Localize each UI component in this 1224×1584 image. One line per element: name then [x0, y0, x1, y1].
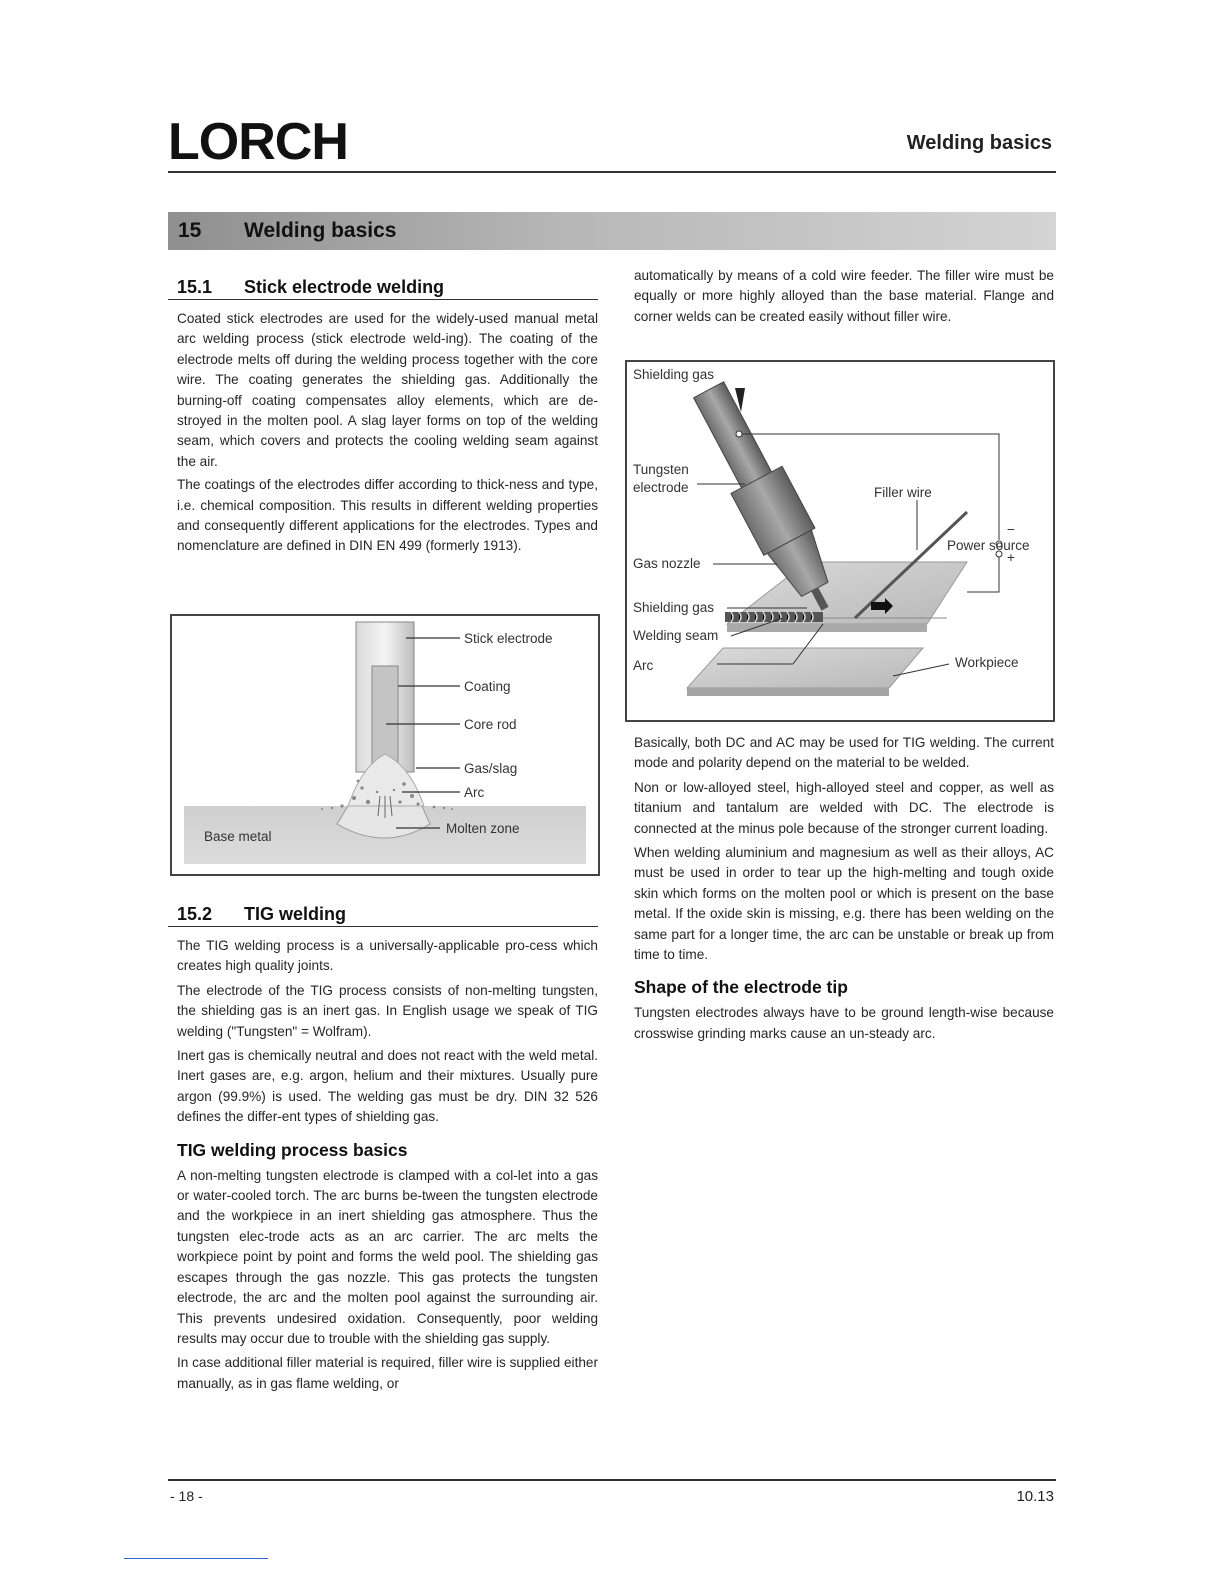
section-15-1-rule — [168, 299, 598, 300]
label-gas-slag: Gas/slag — [464, 761, 518, 776]
paragraph: The coatings of the electrodes differ according to thick-ness and type, i.e. chemical composition. This results in different welding properties and consequently different applications for the electrodes. Types and nomenclature are defined in DIN EN 499 (formerly 1913). — [177, 477, 598, 554]
label-molten-zone: Molten zone — [446, 821, 520, 836]
label-power-source: Power source — [947, 538, 1030, 553]
paragraph: Non or low-alloyed steel, high-alloyed steel and copper, as well as titanium and tantalum are welded with DC. The electrode is connected at the minus pole because of the stronger current loading. — [634, 779, 1054, 836]
paragraph: The TIG welding process is a universally-applicable pro-cess which creates high quality joints. — [177, 938, 598, 974]
paragraph: A non-melting tungsten electrode is clamped with a col-let into a gas or water-cooled torch. The arc burns be-tween the tungsten electrode and the workpiece in an inert shielding gas atmosphere. Thus the tungsten elec-trode acts as an arc carrier. The arc melts the workpiece point by point and forms the weld pool. The shielding gas escapes through the gas nozzle. This gas protects the tungsten electrode, the arc and the molten pool against the surrounding air. This prevents undesired oxidation. Consequently, poor welding results may occur due to trouble with the shielding gas supply. — [177, 1167, 598, 1346]
header-divider — [168, 171, 1056, 173]
paragraph: Basically, both DC and AC may be used for TIG welding. The current mode and polarity depend on the material to be welded. — [634, 735, 1054, 771]
tig-basics-heading: TIG welding process basics — [177, 1139, 408, 1160]
paragraph: Inert gas is chemically neutral and does not react with the weld metal. Inert gases are, e.g. argon, helium and their mixtures. Usually pure argon (99.9%) is used. The welding gas must be dry. DIN 32 526 defines the differ-ent types of shielding gas. — [177, 1048, 598, 1125]
chapter-title: Welding basics — [244, 219, 397, 242]
label-stick-electrode: Stick electrode — [464, 631, 553, 646]
paragraph: automatically by means of a cold wire feeder. The filler wire must be equally or more highly alloyed than the base material. Flange and corner welds can be created easily without filler wire. — [634, 268, 1054, 324]
chapter-number: 15 — [178, 219, 202, 242]
right-column-body — [634, 733, 1054, 1044]
section-15-2-body — [177, 936, 598, 1394]
label-base-metal: Base metal — [204, 829, 272, 844]
section-15-2-number: 15.2 — [177, 904, 213, 924]
section-15-1-body — [177, 309, 598, 557]
section-15-2-title: TIG welding — [244, 904, 346, 924]
document-version: 10.13 — [1016, 1488, 1054, 1505]
right-column-top — [634, 266, 1054, 327]
section-15-1-number: 15.1 — [177, 277, 213, 297]
footer-divider — [168, 1479, 1056, 1481]
paragraph: Coated stick electrodes are used for the widely-used manual metal arc welding process (stick electrode weld-ing). The coating of the electrode melts off during the welding process together with the core wire. The coating generates the shielding gas. Additionally the burning-off coating compensates alloy elements, which are de-stroyed in the molten pool. A slag layer forms on top of the welding seam, which covers and protects the cooling welding seam against the air. — [177, 311, 598, 469]
label-welding-seam: Welding seam — [633, 628, 719, 643]
label-filler-wire: Filler wire — [874, 485, 932, 500]
page-number: - 18 - — [170, 1488, 203, 1504]
label-shielding-gas: Shielding gas — [633, 600, 715, 615]
label-workpiece: Workpiece — [955, 655, 1019, 670]
lorch-logo: LORCH — [168, 113, 348, 171]
stick-electrode-figure — [170, 614, 600, 876]
tig-welding-figure — [625, 360, 1055, 722]
section-15-1-title: Stick electrode welding — [244, 277, 445, 297]
label-arc: Arc — [464, 785, 485, 800]
label-tungsten: Tungsten — [633, 462, 689, 477]
label-arc: Arc — [633, 658, 654, 673]
scan-artifact-line — [124, 1558, 268, 1559]
electrode-tip-heading: Shape of the electrode tip — [634, 977, 848, 998]
paragraph: The electrode of the TIG process consists of non-melting tungsten, the shielding gas is an inert gas. In English usage we speak of TIG welding ("Tungsten" = Wolfram). — [177, 982, 598, 1039]
label-electrode: electrode — [633, 480, 689, 495]
label-coating: Coating — [464, 679, 511, 694]
paragraph: In case additional filler material is required, filler wire is supplied either manually, as in gas flame welding, or — [177, 1355, 598, 1391]
paragraph: Tungsten electrodes always have to be ground length-wise because crosswise grinding marks cause an un-steady arc. — [634, 1005, 1054, 1041]
section-15-2-rule — [168, 926, 598, 927]
label-minus: − — [1007, 522, 1015, 537]
label-plus: + — [1007, 550, 1015, 565]
label-core-rod: Core rod — [464, 717, 517, 732]
label-gas-nozzle: Gas nozzle — [633, 556, 701, 571]
running-header-title: Welding basics — [906, 132, 1052, 154]
label-shielding-gas-top: Shielding gas — [633, 367, 715, 382]
paragraph: When welding aluminium and magnesium as well as their alloys, AC must be used in order to tear up the high-melting and tough oxide skin which forms on the molten pool or which is present on the base metal. If the oxide skin is missing, e.g. there has been welding on the same part for a longer time, the arc can be unstable or break up from time to time. — [634, 845, 1054, 963]
